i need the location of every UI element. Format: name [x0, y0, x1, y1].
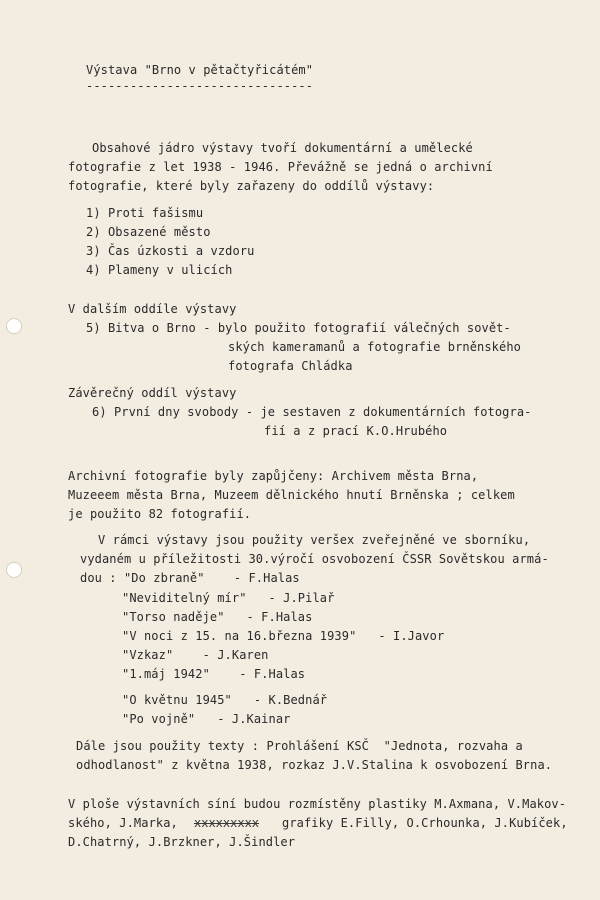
- punch-hole: [6, 318, 22, 334]
- final-section-heading: Závěrečný oddíl výstavy: [68, 386, 237, 400]
- section-item: 3) Čas úzkosti a vzdoru: [86, 244, 255, 258]
- plastics-line: D.Chatrný, J.Brzkner, J.Šindler: [68, 835, 296, 849]
- section5-line: ských kameramanů a fotografie brněnského: [228, 340, 521, 354]
- punch-hole: [6, 562, 22, 578]
- document-title: Výstava "Brno v pětačtyřicátém": [86, 63, 314, 77]
- texts-line: Dále jsou použity texty : Prohlášení KSČ "Jednota, rozvaha a: [76, 739, 523, 753]
- plastics-line: V ploše výstavních síní budou rozmístěny plastiky M.Axmana, V.Makov-: [68, 797, 567, 811]
- intro-line: fotografie z let 1938 - 1946. Převážně se jedná o archivní: [68, 160, 493, 174]
- plastics-line: ského, J.Marka,: [68, 816, 178, 830]
- plastics-line: grafiky E.Filly, O.Crhounka, J.Kubíček,: [282, 816, 568, 830]
- section-item: 4) Plameny v ulicích: [86, 263, 233, 277]
- title-underline: -------------------------------: [86, 79, 314, 93]
- section-item: 1) Proti fašismu: [86, 206, 204, 220]
- verses-intro-line: dou : "Do zbraně" - F.Halas: [80, 571, 300, 585]
- section6-line: 6) První dny svobody - je sestaven z dokumentárních fotogra-: [92, 405, 532, 419]
- next-section-heading: V dalším oddíle výstavy: [68, 302, 237, 316]
- section5-line: 5) Bitva o Brno - bylo použito fotografií válečných sovět-: [86, 321, 511, 335]
- archive-line: Archivní fotografie byly zapůjčeny: Archivem města Brna,: [68, 469, 479, 483]
- struck-out-text: xxxxxxxxx: [194, 816, 260, 830]
- verses-intro-line: vydaném u příležitosti 30.výročí osvobození ČSSR Sovětskou armá-: [80, 552, 549, 566]
- verse-entry: "Po vojně" - J.Kainar: [122, 712, 291, 726]
- section5-line: fotografa Chládka: [228, 359, 353, 373]
- verse-entry: "V noci z 15. na 16.března 1939" - I.Javor: [122, 629, 445, 643]
- verses-intro-line: V rámci výstavy jsou použity veršex zveřejněné ve sborníku,: [98, 533, 531, 547]
- section-item: 2) Obsazené město: [86, 225, 211, 239]
- texts-line: odhodlanost" z května 1938, rozkaz J.V.Stalina k osvobození Brna.: [76, 758, 553, 772]
- section6-line: fií a z prací K.O.Hrubého: [264, 424, 448, 438]
- verse-entry: "O květnu 1945" - K.Bednář: [122, 693, 328, 707]
- intro-line: fotografie, které byly zařazeny do oddílů výstavy:: [68, 179, 435, 193]
- intro-line: Obsahové jádro výstavy tvoří dokumentární a umělecké: [92, 141, 473, 155]
- archive-line: Muzeeem města Brna, Muzeem dělnického hnutí Brněnska ; celkem: [68, 488, 515, 502]
- verse-entry: "Neviditelný mír" - J.Pilař: [122, 591, 335, 605]
- verse-entry: "Torso naděje" - F.Halas: [122, 610, 313, 624]
- archive-line: je použito 82 fotografií.: [68, 507, 252, 521]
- verse-entry: "1.máj 1942" - F.Halas: [122, 667, 306, 681]
- verse-entry: "Vzkaz" - J.Karen: [122, 648, 269, 662]
